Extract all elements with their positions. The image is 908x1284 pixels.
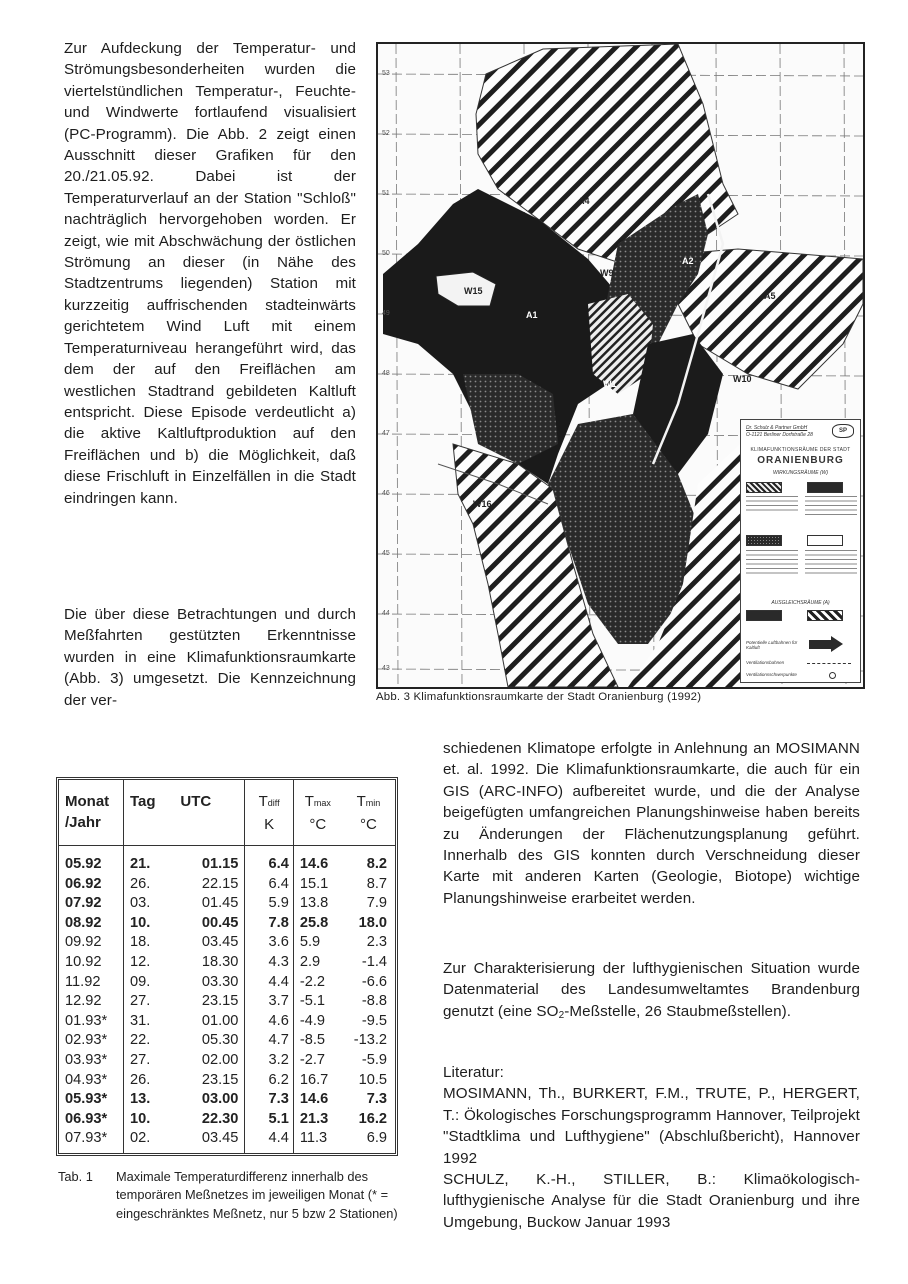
- cell-tmin: -5.9: [361, 1051, 387, 1068]
- cell-tmax: 5.9: [293, 933, 342, 953]
- map-label-w10: W10: [733, 374, 752, 384]
- cell-utc: 01.00: [201, 1012, 239, 1029]
- cell-day: 26.: [123, 1071, 166, 1091]
- cell-tdiff: 4.7: [245, 1031, 293, 1051]
- cell-tdiff: 7.8: [245, 914, 293, 934]
- cell-tdiff: 4.4: [245, 973, 293, 993]
- table-row: [59, 1031, 395, 1051]
- cell-day: 21.: [123, 846, 166, 875]
- cell-utc: 00.45: [201, 914, 239, 931]
- grid-label: 45: [382, 550, 390, 557]
- cell-tmin: -6.6: [361, 973, 387, 990]
- header-tmin: Tmin °C: [342, 780, 395, 846]
- cell-month: 06.93*: [65, 1110, 108, 1127]
- cell-tdiff: 4.3: [245, 953, 293, 973]
- cell-tdiff: 4.4: [245, 1129, 293, 1153]
- cell-tdiff: 4.6: [245, 1012, 293, 1032]
- cell-utc: 18.30: [201, 953, 239, 970]
- cell-month: 02.93*: [65, 1032, 108, 1049]
- grid-label: 49: [382, 310, 390, 317]
- legend-swatch-dark-a: [746, 610, 782, 621]
- legend-swatch-white: [807, 535, 843, 546]
- grid-label: 50: [382, 250, 390, 257]
- table-caption-text: Maximale Temperaturdifferenz innerhalb des temporären Meßnetzes im jeweiligen Monat (* = eingeschränktes Meßnetz, nur 5 bzw 2 Stationen): [116, 1169, 398, 1221]
- cell-tmin: 2.3: [366, 934, 387, 951]
- table-body: [59, 846, 395, 1153]
- data-table: [59, 780, 395, 1153]
- table-row: [59, 1110, 395, 1130]
- legend-swatch-hatch: [807, 610, 843, 621]
- grid-label: 48: [382, 370, 390, 377]
- cell-tmax: -5.1: [293, 992, 342, 1012]
- cell-tmin: 10.5: [358, 1071, 387, 1088]
- legend-desc: [746, 496, 798, 512]
- cell-tmax: 25.8: [293, 914, 342, 934]
- table-row: [59, 1051, 395, 1071]
- cell-utc: 03.00: [201, 1091, 239, 1108]
- cell-tdiff: 5.1: [245, 1110, 293, 1130]
- map-label-a2: A2: [682, 256, 694, 266]
- cell-tmin: 6.9: [366, 1130, 387, 1147]
- figure-caption: Abb. 3 Klimafunktionsraumkarte der Stadt Oranienburg (1992): [376, 691, 702, 703]
- cell-tmax: -8.5: [293, 1031, 342, 1051]
- grid-label: 43: [382, 665, 390, 672]
- cell-day: 22.: [123, 1031, 166, 1051]
- cell-tmax: 13.8: [293, 894, 342, 914]
- cell-utc: 01.45: [201, 895, 239, 912]
- circle-icon: [829, 672, 836, 679]
- cell-day: 12.: [123, 953, 166, 973]
- literature-section: [443, 1062, 860, 1233]
- header-utc: UTC: [166, 780, 245, 846]
- header-tmax: Tmax °C: [293, 780, 342, 846]
- cell-day: 18.: [123, 933, 166, 953]
- cell-tdiff: 6.4: [245, 846, 293, 875]
- cell-tmin: 7.3: [366, 1091, 387, 1108]
- cell-tmax: -2.2: [293, 973, 342, 993]
- body-paragraph-2: Die über diese Betrachtungen und durch Meßfahrten gestützten Erkenntnisse wurden in eine Klimafunktionsraumkarte (Abb. 3) umgesetzt. Die Kennzeichnung der ver-: [64, 606, 356, 709]
- legend-address: O-1121 Berliner Dorfstraße 28: [746, 432, 813, 438]
- cell-tmin: -13.2: [353, 1032, 387, 1049]
- cell-tmin: -8.8: [361, 993, 387, 1010]
- cell-month: 01.93*: [65, 1012, 108, 1029]
- arrow-icon: [809, 640, 831, 649]
- legend-row-ventilation: Ventilationsbahnen: [746, 660, 785, 665]
- legend-desc: [805, 550, 857, 577]
- grid-label: 46: [382, 490, 390, 497]
- legend-section-w: WIRKUNGSRÄUME (W): [773, 470, 828, 476]
- cell-month: 05.93*: [65, 1091, 108, 1108]
- map-label-w15: W15: [464, 286, 483, 296]
- cell-tmin: 8.2: [366, 856, 387, 872]
- grid-label: 53: [382, 70, 390, 77]
- cell-tdiff: 6.4: [245, 875, 293, 895]
- temperature-table: [56, 777, 398, 1156]
- legend-section-a: AUSGLEICHSRÄUME (A): [771, 600, 830, 606]
- legend-title: KLIMAFUNKTIONSRÄUME DER STADT: [750, 447, 851, 453]
- cell-month: 12.92: [65, 993, 102, 1010]
- table-row: [59, 933, 395, 953]
- cell-utc: 01.15: [201, 856, 239, 872]
- cell-tmin: 18.0: [358, 914, 387, 931]
- cell-utc: 03.45: [201, 1130, 239, 1147]
- cell-utc: 22.30: [201, 1110, 239, 1127]
- body-paragraph-1: Zur Aufdeckung der Temperatur- und Strömungsbesonderheiten wurden die viertelstündlichen Temperatur-, Feuchte- und Windwerte fortlaufend visualisiert (PC-Programm). Die Abb. 2 zeigt einen Ausschnitt dieser Grafiken für den 20./21.05.92. Dabei ist der Temperaturverlauf an der Station "Schloß" nachträglich hervorgehoben worden. Er zeigt, wie mit Abschwächung der östlichen Strömung an dieser (in Nähe des Stadtzentrums liegenden) Station mit kurzzeitig auffrischenden stadteinwärts gerichtetem Wind Luft mit einem Temperaturniveau herangeführt wird, das dem der auf den Freiflächen am westlichen Stadtrand gebildeten Kaltluft entspricht. Diese Episode verdeutlicht a) die aktive Kaltluftproduktion auf den Freiflächen und b) die Möglichkeit, daß diese Frischluft in Einzelfällen in die Stadt eindringen kann.: [64, 40, 356, 507]
- cell-utc: 05.30: [201, 1032, 239, 1049]
- cell-utc: 02.00: [201, 1051, 239, 1068]
- cell-utc: 03.30: [201, 973, 239, 990]
- cell-tmin: 7.9: [366, 895, 387, 912]
- legend-desc: [805, 496, 857, 518]
- cell-day: 02.: [123, 1129, 166, 1153]
- cell-day: 09.: [123, 973, 166, 993]
- reference-2: SCHULZ, K.-H., STILLER, B.: Klimaökologisch-lufthygienische Analyse für die Stadt Oranienburg und ihre Umgebung, Buckow Januar 1993: [443, 1171, 860, 1231]
- cell-tmin: 8.7: [366, 875, 387, 892]
- map-legend: [740, 419, 861, 683]
- table-row: [59, 1071, 395, 1091]
- legend-firm: Dr. Schulz & Partner GmbH: [746, 425, 808, 431]
- legend-swatch-hatch-fine: [746, 482, 782, 493]
- grid-label: 51: [382, 190, 390, 197]
- cell-tmin: -9.5: [361, 1012, 387, 1029]
- table-row: [59, 1012, 395, 1032]
- legend-swatch-dotted: [746, 535, 782, 546]
- cell-utc: 23.15: [201, 1071, 239, 1088]
- cell-month: 06.92: [65, 875, 102, 892]
- cell-day: 03.: [123, 894, 166, 914]
- cell-day: 10.: [123, 1110, 166, 1130]
- map-label-a5: A5: [764, 291, 776, 301]
- cell-day: 27.: [123, 992, 166, 1012]
- table-row: [59, 953, 395, 973]
- cell-month: 07.93*: [65, 1130, 108, 1147]
- cell-tdiff: 3.7: [245, 992, 293, 1012]
- cell-utc: 03.45: [201, 934, 239, 951]
- cell-tmax: 2.9: [293, 953, 342, 973]
- firm-logo-icon: SP: [832, 424, 854, 438]
- cell-tdiff: 7.3: [245, 1090, 293, 1110]
- arrow-head-icon: [831, 636, 843, 652]
- cell-month: 03.93*: [65, 1051, 108, 1068]
- cell-tmax: -2.7: [293, 1051, 342, 1071]
- climate-function-map: [376, 42, 865, 689]
- cell-tmax: 16.7: [293, 1071, 342, 1091]
- table-row: [59, 973, 395, 993]
- map-label-w16: W16: [473, 499, 492, 509]
- map-label-w1: W1: [603, 379, 617, 389]
- cell-month: 10.92: [65, 953, 102, 970]
- cell-day: 13.: [123, 1090, 166, 1110]
- legend-swatch-dark: [807, 482, 843, 493]
- cell-tmax: 14.6: [293, 846, 342, 875]
- table-row: [59, 846, 395, 875]
- cell-month: 08.92: [65, 914, 102, 931]
- header-month: Monat /Jahr: [59, 780, 123, 846]
- header-tdiff: Tdiff K: [245, 780, 293, 846]
- cell-day: 10.: [123, 914, 166, 934]
- legend-city: ORANIENBURG: [757, 455, 844, 466]
- cell-tdiff: 3.2: [245, 1051, 293, 1071]
- map-label-w9: W9: [600, 268, 614, 278]
- reference-1: MOSIMANN, Th., BURKERT, F.M., TRUTE, P., HERGERT, T.: Ökologisches Forschungsprogramm Hannover, Teilprojekt "Stadtklima und Lufthygiene" (Abschlußbericht), Hannover 1992: [443, 1085, 860, 1167]
- cell-tmax: 11.3: [293, 1129, 342, 1153]
- table-row: [59, 1090, 395, 1110]
- cell-utc: 22.15: [201, 875, 239, 892]
- cell-tmax: 21.3: [293, 1110, 342, 1130]
- cell-month: 05.92: [65, 856, 102, 872]
- map-label-a1: A1: [526, 310, 538, 320]
- cell-day: 31.: [123, 1012, 166, 1032]
- literature-heading: Literatur:: [443, 1064, 504, 1081]
- cell-day: 26.: [123, 875, 166, 895]
- table-row: [59, 875, 395, 895]
- cell-tdiff: 5.9: [245, 894, 293, 914]
- cell-month: 04.93*: [65, 1071, 108, 1088]
- cell-tmin: 16.2: [358, 1110, 387, 1127]
- cell-tdiff: 3.6: [245, 933, 293, 953]
- cell-tdiff: 6.2: [245, 1071, 293, 1091]
- cell-utc: 23.15: [201, 993, 239, 1010]
- cell-tmax: 15.1: [293, 875, 342, 895]
- table-row: [59, 1129, 395, 1153]
- grid-label: 47: [382, 430, 390, 437]
- cell-month: 07.92: [65, 895, 102, 912]
- table-row: [59, 894, 395, 914]
- cell-month: 11.92: [65, 973, 101, 990]
- dashed-arrow-icon: [807, 663, 851, 664]
- table-header-row: [59, 780, 395, 846]
- legend-desc: [746, 550, 798, 577]
- table-row: [59, 992, 395, 1012]
- cell-tmax: -4.9: [293, 1012, 342, 1032]
- map-label-a4: A4: [578, 196, 590, 206]
- legend-row-ventilation-schwerpunkt: Ventilationsschwerpunkte: [746, 672, 797, 677]
- table-caption-label: Tab. 1: [58, 1169, 93, 1184]
- cell-tmin: -1.4: [361, 953, 387, 970]
- cell-tmax: 14.6: [293, 1090, 342, 1110]
- body-paragraph-3: schiedenen Klimatope erfolgte in Anlehnung an MOSIMANN et. al. 1992. Die Klimafunktionsraumkarte, die auch für ein GIS (ARC-INFO) aufbereitet wurde, und die der Analyse beigefügten umfangreichen Planungshinweise haben bereits zu Änderungen der Flächenutzungsplanung geführt. Innerhalb des GIS konnten durch Verschneidung dieser Karte mit anderen Karten (Geologie, Biotope) wichtige Planungshinweise erarbeitet werden.: [443, 740, 860, 907]
- table-row: [59, 914, 395, 934]
- cell-day: 27.: [123, 1051, 166, 1071]
- body-paragraph-4: Zur Charakterisierung der lufthygienischen Situation wurde Datenmaterial des Landesumweltamtes Brandenburg genutzt (eine $SO_2$-Meßstelle, 26 Staubmeßstellen).: [443, 960, 860, 1021]
- grid-label: 44: [382, 610, 390, 617]
- legend-row-luftbahnen: Potentielle Luftbahnen für Kaltluft: [746, 640, 798, 650]
- grid-label: 52: [382, 130, 390, 137]
- cell-month: 09.92: [65, 934, 102, 951]
- header-day: Tag: [123, 780, 166, 846]
